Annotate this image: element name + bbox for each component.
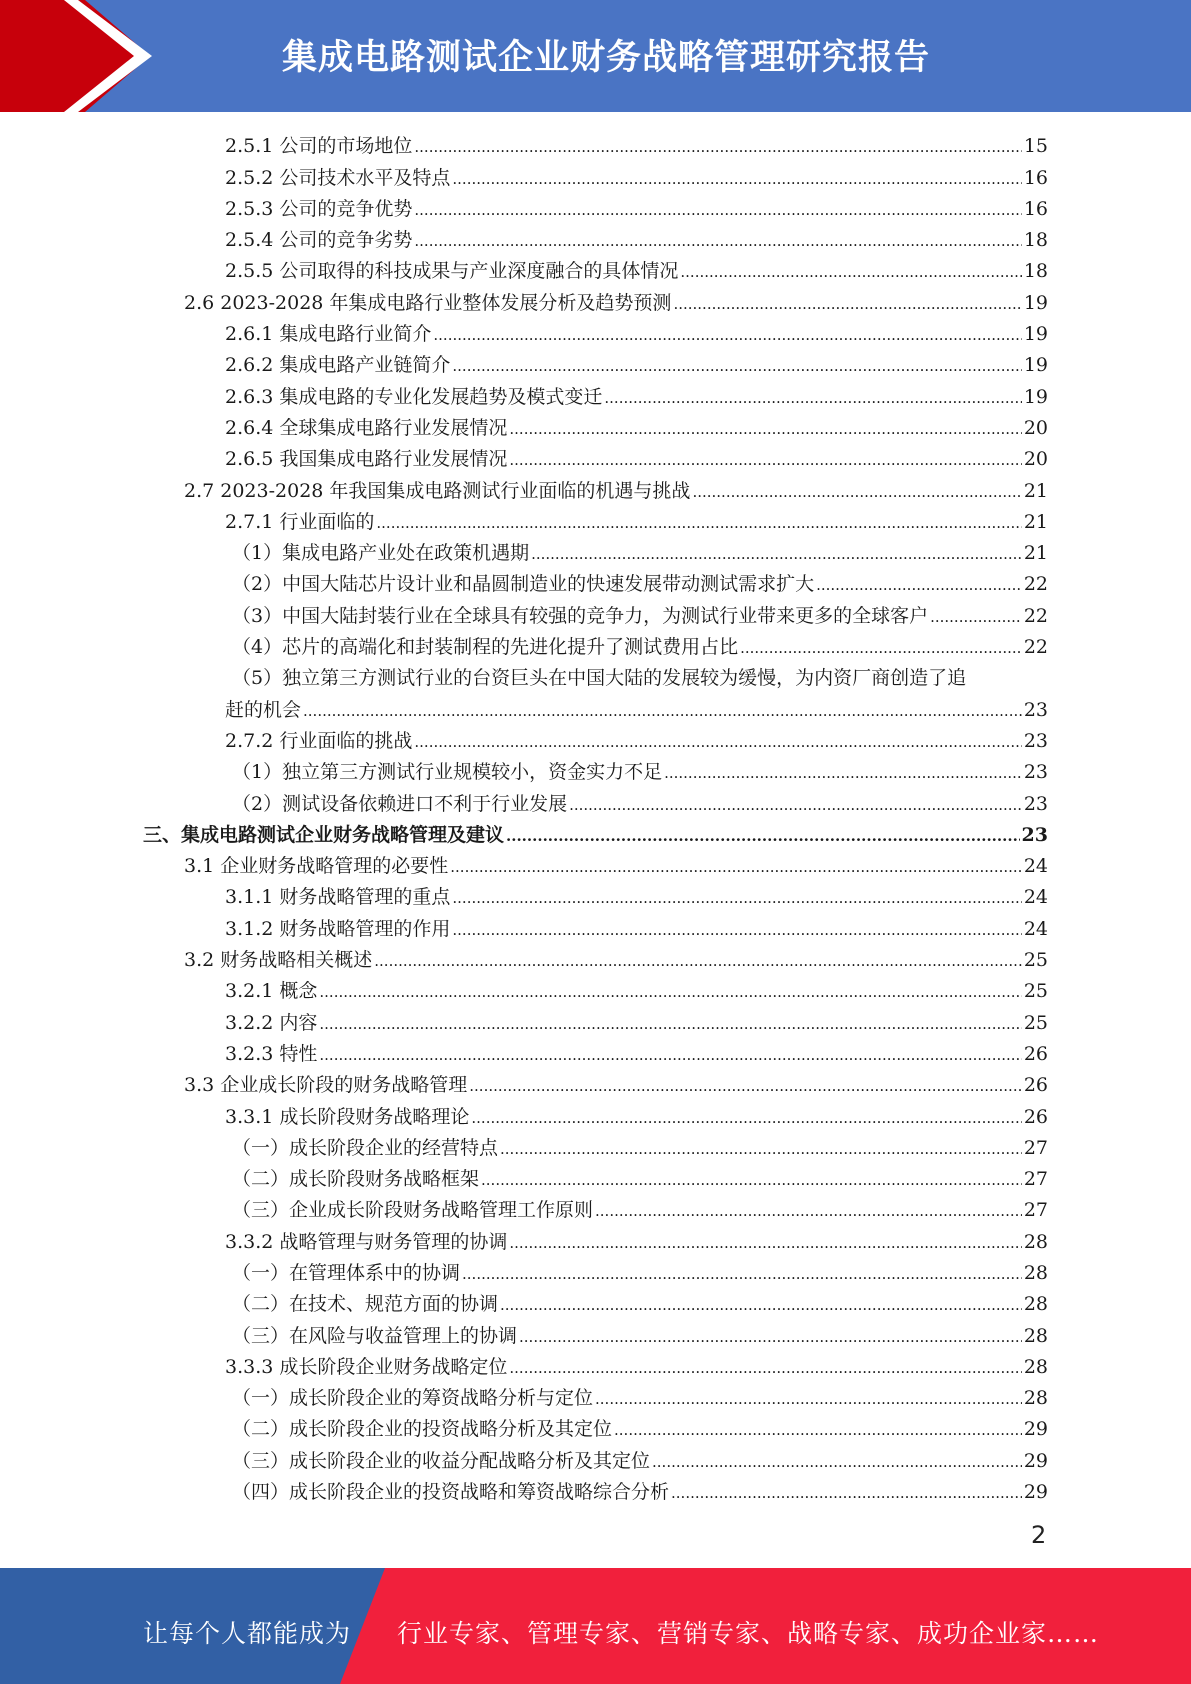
toc-page-number: 19 — [1023, 291, 1048, 314]
toc-entry[interactable] — [0, 1348, 1191, 1379]
toc-entry-title: （3）中国大陆封装行业在全球具有较强的竞争力，为测试行业带来更多的全球客户 — [232, 604, 929, 627]
toc-page-number: 28 — [1023, 1261, 1048, 1284]
toc-page-number: 23 — [1023, 698, 1048, 721]
table-of-contents — [0, 127, 1191, 1504]
toc-entry[interactable] — [0, 315, 1191, 346]
toc-page-number: 27 — [1023, 1136, 1048, 1159]
toc-page-number: 16 — [1023, 166, 1048, 189]
toc-dot-leader — [500, 1292, 1022, 1316]
toc-entry[interactable] — [0, 471, 1191, 502]
page-number: 2 — [1031, 1521, 1047, 1549]
toc-entry[interactable] — [0, 816, 1191, 847]
toc-entry[interactable] — [0, 409, 1191, 440]
toc-page-number: 24 — [1023, 886, 1048, 909]
toc-dot-leader — [652, 1449, 1022, 1473]
footer-slogan-right: 行业专家、管理专家、营销专家、战略专家、成功企业家…… — [397, 1619, 1100, 1648]
toc-entry[interactable] — [0, 972, 1191, 1003]
toc-entry-title: 3.2.1 概念 — [225, 980, 318, 1003]
toc-dot-leader — [452, 917, 1021, 941]
toc-page-number: 16 — [1023, 197, 1048, 220]
toc-dot-leader — [614, 1417, 1022, 1441]
toc-entry[interactable] — [0, 1066, 1191, 1097]
toc-dot-leader — [452, 885, 1021, 909]
toc-page-number: 28 — [1023, 1324, 1048, 1347]
toc-entry[interactable] — [0, 1191, 1191, 1222]
toc-entry-title: 3.2 财务战略相关概述 — [184, 949, 373, 972]
toc-page-number: 25 — [1023, 1011, 1048, 1034]
toc-dot-leader — [509, 416, 1021, 440]
toc-entry-title: （三）成长阶段企业的收益分配战略分析及其定位 — [232, 1449, 651, 1472]
toc-dot-leader — [740, 635, 1022, 659]
toc-dot-leader — [374, 948, 1022, 972]
toc-entry-title: （4）芯片的高端化和封装制程的先进化提升了测试费用占比 — [232, 636, 739, 659]
report-title: 集成电路测试企业财务战略管理研究报告 — [282, 38, 931, 78]
toc-dot-leader — [462, 1261, 1022, 1285]
toc-page-number: 29 — [1023, 1449, 1048, 1472]
toc-entry-title: 3.1.1 财务战略管理的重点 — [225, 886, 451, 909]
toc-entry[interactable] — [0, 190, 1191, 221]
toc-dot-leader — [531, 541, 1022, 565]
toc-entry[interactable] — [0, 784, 1191, 815]
toc-entry[interactable] — [0, 1003, 1191, 1034]
toc-entry[interactable] — [0, 1473, 1191, 1504]
toc-page-number: 24 — [1023, 855, 1048, 878]
toc-page-number: 22 — [1023, 604, 1048, 627]
toc-page-number: 23 — [1023, 729, 1048, 752]
header-red-arrow — [0, 0, 150, 112]
toc-entry-title: 3.3 企业成长阶段的财务战略管理 — [184, 1074, 468, 1097]
toc-entry-title: 赶的机会 — [225, 698, 302, 721]
toc-page-number: 23 — [1023, 761, 1048, 784]
toc-entry-title: 2.5.4 公司的竞争劣势 — [225, 229, 413, 252]
toc-entry-title: 2.5.2 公司技术水平及特点 — [225, 166, 451, 189]
toc-dot-leader — [595, 1198, 1022, 1222]
toc-entry[interactable] — [0, 1160, 1191, 1191]
toc-entry[interactable] — [0, 283, 1191, 314]
toc-entry[interactable] — [0, 377, 1191, 408]
toc-page-number: 19 — [1023, 385, 1048, 408]
toc-dot-leader — [481, 1167, 1022, 1191]
toc-entry-title: （二）成长阶段财务战略框架 — [232, 1168, 480, 1191]
toc-entry-title: （5）独立第三方测试行业的台资巨头在中国大陆的发展较为缓慢，为内资厂商创造了追 — [232, 667, 967, 690]
toc-page-number: 21 — [1023, 479, 1048, 502]
toc-dot-leader — [450, 854, 1022, 878]
toc-entry[interactable] — [0, 847, 1191, 878]
toc-dot-leader — [664, 760, 1022, 784]
toc-entry[interactable] — [0, 878, 1191, 909]
toc-dot-leader — [414, 197, 1021, 221]
toc-entry[interactable] — [0, 1410, 1191, 1441]
toc-dot-leader — [452, 353, 1021, 377]
toc-page-number: 18 — [1023, 229, 1048, 252]
toc-page-number: 19 — [1023, 323, 1048, 346]
toc-page-number: 28 — [1023, 1387, 1048, 1410]
toc-dot-leader — [509, 447, 1021, 471]
toc-entry[interactable] — [0, 346, 1191, 377]
toc-entry[interactable] — [0, 1441, 1191, 1472]
footer-slogan-left: 让每个人都能成为 — [143, 1619, 352, 1648]
toc-page-number: 25 — [1023, 980, 1048, 1003]
toc-dot-leader — [469, 1073, 1022, 1097]
toc-entry-title: （2）中国大陆芯片设计业和晶圆制造业的快速发展带动测试需求扩大 — [232, 573, 815, 596]
toc-entry-title: （二）在技术、规范方面的协调 — [232, 1293, 499, 1316]
toc-entry-title: 三、集成电路测试企业财务战略管理及建议 — [143, 823, 505, 846]
toc-dot-leader — [692, 479, 1021, 503]
toc-page-number: 19 — [1023, 354, 1048, 377]
toc-page-number: 23 — [1023, 792, 1048, 815]
toc-entry-title: （三）企业成长阶段财务战略管理工作原则 — [232, 1199, 594, 1222]
toc-entry-title: （一）在管理体系中的协调 — [232, 1261, 461, 1284]
toc-page-number: 22 — [1023, 636, 1048, 659]
toc-dot-leader — [595, 1386, 1022, 1410]
toc-page-number: 26 — [1023, 1042, 1048, 1065]
toc-entry[interactable] — [0, 753, 1191, 784]
toc-dot-leader — [319, 979, 1021, 1003]
toc-page-number: 26 — [1023, 1074, 1048, 1097]
toc-entry[interactable] — [0, 440, 1191, 471]
toc-dot-leader — [433, 322, 1021, 346]
toc-entry[interactable] — [0, 628, 1191, 659]
toc-entry-title: 2.6.1 集成电路行业简介 — [225, 323, 432, 346]
toc-dot-leader — [519, 1324, 1022, 1348]
page-header — [0, 0, 1191, 112]
toc-page-number: 21 — [1023, 510, 1048, 533]
toc-entry-title: 3.1.2 财务战略管理的作用 — [225, 917, 451, 940]
toc-entry-title: 2.6.3 集成电路的专业化发展趋势及模式变迁 — [225, 385, 603, 408]
toc-entry-title: 2.6.5 我国集成电路行业发展情况 — [225, 448, 508, 471]
toc-entry[interactable] — [0, 1254, 1191, 1285]
page-footer — [0, 1568, 1191, 1684]
toc-dot-leader — [376, 510, 1021, 534]
toc-entry[interactable] — [0, 690, 1191, 721]
toc-page-number: 27 — [1023, 1199, 1048, 1222]
toc-entry-title: 2.6 2023-2028 年集成电路行业整体发展分析及趋势预测 — [184, 291, 672, 314]
toc-page-number: 20 — [1023, 416, 1048, 439]
toc-entry[interactable] — [0, 909, 1191, 940]
toc-dot-leader — [506, 823, 1020, 847]
toc-dot-leader — [414, 134, 1021, 158]
toc-page-number: 28 — [1023, 1293, 1048, 1316]
toc-entry-title: 3.3.1 成长阶段财务战略理论 — [225, 1105, 470, 1128]
toc-entry[interactable] — [0, 221, 1191, 252]
toc-entry[interactable] — [0, 596, 1191, 627]
toc-page-number: 29 — [1023, 1481, 1048, 1504]
toc-entry[interactable] — [0, 503, 1191, 534]
toc-dot-leader — [500, 1136, 1022, 1160]
toc-entry[interactable] — [0, 1379, 1191, 1410]
toc-entry-title: （1）集成电路产业处在政策机遇期 — [232, 542, 530, 565]
toc-entry-title: 2.6.2 集成电路产业链简介 — [225, 354, 451, 377]
toc-dot-leader — [452, 166, 1021, 190]
toc-dot-leader — [319, 1011, 1021, 1035]
toc-entry-title: 3.3.3 成长阶段企业财务战略定位 — [225, 1355, 508, 1378]
toc-dot-leader — [414, 729, 1021, 753]
toc-entry[interactable] — [0, 127, 1191, 158]
toc-entry[interactable] — [0, 1129, 1191, 1160]
toc-entry[interactable] — [0, 252, 1191, 283]
toc-entry[interactable] — [0, 1222, 1191, 1253]
toc-page-number: 28 — [1023, 1230, 1048, 1253]
toc-page-number: 18 — [1023, 260, 1048, 283]
toc-entry-title: （一）成长阶段企业的筹资战略分析与定位 — [232, 1387, 594, 1410]
toc-dot-leader — [816, 572, 1022, 596]
toc-page-number: 22 — [1023, 573, 1048, 596]
toc-entry-title: （2）测试设备依赖进口不利于行业发展 — [232, 792, 568, 815]
toc-dot-leader — [680, 259, 1021, 283]
toc-dot-leader — [414, 228, 1021, 252]
toc-entry[interactable] — [0, 565, 1191, 596]
toc-entry[interactable] — [0, 1316, 1191, 1347]
toc-entry-title: 3.2.2 内容 — [225, 1011, 318, 1034]
toc-entry[interactable] — [0, 722, 1191, 753]
toc-entry-title: （1）独立第三方测试行业规模较小，资金实力不足 — [232, 761, 663, 784]
toc-entry-title: 2.7.1 行业面临的 — [225, 510, 375, 533]
toc-dot-leader — [673, 291, 1021, 315]
toc-dot-leader — [471, 1105, 1021, 1129]
toc-page-number: 24 — [1023, 917, 1048, 940]
toc-dot-leader — [930, 604, 1022, 628]
toc-dot-leader — [509, 1230, 1021, 1254]
toc-entry-title: 3.2.3 特性 — [225, 1042, 318, 1065]
toc-dot-leader — [569, 792, 1022, 816]
toc-page-number: 25 — [1023, 949, 1048, 972]
toc-dot-leader — [303, 698, 1022, 722]
toc-entry-title: 2.5.3 公司的竞争优势 — [225, 197, 413, 220]
toc-entry[interactable] — [0, 534, 1191, 565]
toc-page-number: 20 — [1023, 448, 1048, 471]
toc-entry-title: （四）成长阶段企业的投资战略和筹资战略综合分析 — [232, 1481, 670, 1504]
toc-entry-title: 3.1 企业财务战略管理的必要性 — [184, 855, 449, 878]
toc-page-number: 21 — [1023, 542, 1048, 565]
toc-dot-leader — [319, 1042, 1021, 1066]
toc-entry-title: 3.3.2 战略管理与财务管理的协调 — [225, 1230, 508, 1253]
toc-entry[interactable] — [0, 1285, 1191, 1316]
toc-entry-title: 2.5.5 公司取得的科技成果与产业深度融合的具体情况 — [225, 260, 679, 283]
toc-entry-title: 2.7 2023-2028 年我国集成电路测试行业面临的机遇与挑战 — [184, 479, 691, 502]
toc-dot-leader — [509, 1355, 1021, 1379]
toc-page-number: 15 — [1023, 135, 1048, 158]
toc-dot-leader — [671, 1480, 1022, 1504]
toc-entry-title: 2.6.4 全球集成电路行业发展情况 — [225, 416, 508, 439]
toc-page-number: 29 — [1023, 1418, 1048, 1441]
toc-dot-leader — [604, 385, 1021, 409]
toc-entry-title: （一）成长阶段企业的经营特点 — [232, 1136, 499, 1159]
toc-page-number: 23 — [1021, 823, 1048, 846]
toc-entry-title: （三）在风险与收益管理上的协调 — [232, 1324, 518, 1347]
toc-entry-title: （二）成长阶段企业的投资战略分析及其定位 — [232, 1418, 613, 1441]
toc-entry[interactable] — [0, 1035, 1191, 1066]
toc-entry[interactable] — [0, 941, 1191, 972]
toc-entry-title: 2.5.1 公司的市场地位 — [225, 135, 413, 158]
toc-entry[interactable] — [0, 158, 1191, 189]
toc-page-number: 28 — [1023, 1355, 1048, 1378]
toc-entry-title: 2.7.2 行业面临的挑战 — [225, 729, 413, 752]
toc-page-number: 26 — [1023, 1105, 1048, 1128]
toc-page-number: 27 — [1023, 1168, 1048, 1191]
toc-entry[interactable] — [0, 1097, 1191, 1128]
toc-entry[interactable] — [0, 659, 1191, 690]
